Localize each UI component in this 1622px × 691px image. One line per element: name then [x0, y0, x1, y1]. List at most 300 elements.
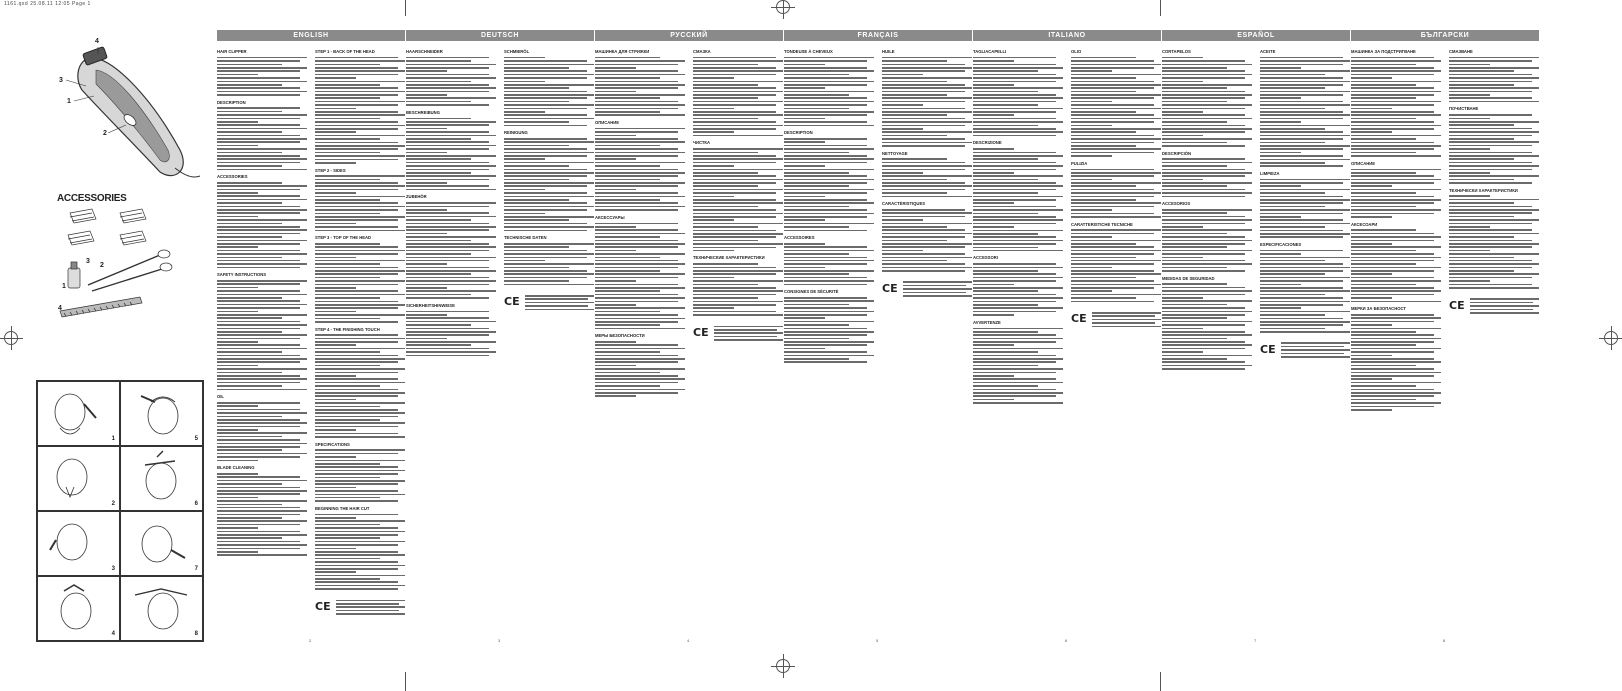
text-line [1071, 94, 1161, 96]
text-line [1162, 358, 1227, 360]
text-line [504, 148, 587, 150]
text-line [1260, 257, 1350, 259]
text-line [784, 270, 874, 272]
text-line [315, 558, 380, 560]
text-line [1449, 94, 1490, 96]
section-title: ЧИСТКА [693, 140, 711, 146]
section-title: ACCESSOIRES [784, 235, 815, 241]
text-line [1449, 195, 1490, 197]
text-line [217, 182, 282, 184]
step-illustration [120, 446, 203, 511]
text-line [1260, 219, 1343, 221]
text-line [693, 97, 758, 99]
text-line [504, 175, 587, 177]
text-line [693, 196, 734, 198]
text-line [504, 257, 587, 259]
text-line [217, 317, 282, 319]
text-line [882, 236, 965, 238]
text-line [217, 223, 282, 225]
text-line [973, 60, 1014, 62]
text-line [217, 60, 300, 62]
text-line [784, 300, 874, 302]
text-line [1351, 277, 1434, 279]
text-line [784, 209, 867, 211]
text-line [693, 158, 783, 160]
text-line [784, 175, 867, 177]
text-line [1449, 81, 1532, 83]
text-line [1162, 344, 1252, 346]
text-line [595, 202, 678, 204]
text-line [973, 223, 1056, 225]
text-line [882, 212, 972, 214]
text-line [1351, 341, 1434, 343]
text-line [1351, 351, 1434, 353]
text-line [1162, 243, 1245, 245]
text-line [595, 135, 636, 137]
text-line [217, 216, 258, 218]
text-line [693, 290, 783, 292]
text-line [525, 309, 594, 311]
text-line [595, 307, 685, 309]
text-line [1071, 267, 1112, 269]
text-line [217, 510, 307, 512]
text-line [1162, 118, 1252, 120]
text-line [1071, 246, 1154, 248]
text-line [1260, 314, 1325, 316]
text-line [1449, 64, 1490, 66]
text-line [1071, 64, 1161, 66]
text-line [217, 487, 300, 489]
text-line [1071, 287, 1154, 289]
text-line [693, 213, 783, 215]
text-line [595, 246, 678, 248]
text-line [1071, 175, 1154, 177]
text-line [217, 195, 300, 197]
text-line [1071, 121, 1154, 123]
registration-mark-right [1604, 331, 1618, 345]
text-line [973, 348, 1063, 350]
text-line [1260, 318, 1343, 320]
section-title: ESPECIFICACIONES [1260, 241, 1302, 247]
text-line [973, 297, 1063, 299]
text-line [406, 338, 447, 340]
text-line [217, 131, 282, 133]
text-line [1449, 148, 1490, 150]
text-line [1071, 87, 1154, 89]
text-line [595, 189, 636, 191]
text-line [595, 240, 678, 242]
text-line [784, 87, 825, 89]
text-line [1260, 267, 1350, 269]
text-line [1281, 353, 1345, 355]
text-line [693, 189, 783, 191]
text-line [1162, 162, 1252, 164]
text-line [1162, 182, 1252, 184]
section-title: BESCHREIBUNG [406, 109, 440, 115]
text-line [406, 287, 447, 289]
text-line [217, 476, 300, 478]
text-line [693, 284, 758, 286]
text-line [315, 477, 380, 479]
text-line [1449, 84, 1514, 86]
text-line [217, 504, 282, 506]
text-line [693, 230, 776, 232]
column-heading: БЪЛГАРСКИ [1351, 30, 1539, 41]
text-line [504, 179, 569, 181]
text-line [1071, 196, 1154, 198]
text-line [315, 554, 405, 556]
text-line [525, 302, 594, 304]
text-line [784, 182, 867, 184]
text-line [1449, 240, 1532, 242]
text-column [217, 45, 307, 556]
text-line [1260, 233, 1350, 235]
text-line [1162, 236, 1245, 238]
text-column [1351, 45, 1441, 411]
text-line [693, 182, 776, 184]
section-title: MEDIDAS DE SEGURIDAD [1162, 275, 1215, 281]
text-line [1449, 128, 1532, 130]
text-line [336, 606, 405, 608]
text-line [336, 603, 400, 605]
text-line [1449, 182, 1532, 184]
text-line [1092, 315, 1156, 317]
text-line [1162, 111, 1203, 113]
text-line [693, 74, 776, 76]
text-line [1071, 70, 1112, 72]
text-line [1162, 64, 1252, 66]
text-line [973, 91, 1038, 93]
text-line [315, 466, 398, 468]
text-line [693, 216, 776, 218]
text-line [217, 114, 307, 116]
text-line [882, 253, 965, 255]
text-line [882, 216, 965, 218]
text-line [406, 229, 489, 231]
text-line [1260, 223, 1350, 225]
text-line [217, 314, 307, 316]
text-line [973, 267, 1063, 269]
text-line [1351, 216, 1392, 218]
text-line [217, 304, 307, 306]
text-line [217, 199, 307, 201]
text-line [1162, 114, 1245, 116]
text-line [1449, 77, 1539, 79]
text-line [973, 378, 1056, 380]
text-line [315, 395, 398, 397]
text-line [217, 70, 300, 72]
text-line [1351, 338, 1441, 340]
text-line [882, 192, 947, 194]
text-line [784, 314, 867, 316]
text-line [217, 524, 300, 526]
text-line [315, 307, 398, 309]
text-line [595, 206, 685, 208]
text-line [693, 169, 783, 171]
section-title: ПОЧИСТВАНЕ [1449, 106, 1479, 112]
text-line [1071, 125, 1112, 127]
step-illustration [37, 381, 120, 446]
text-line [315, 585, 405, 587]
text-line [973, 328, 1063, 330]
section-title: ACEITE [1260, 49, 1276, 54]
text-line [1351, 317, 1441, 319]
text-line [1260, 104, 1350, 106]
text-line [1260, 125, 1350, 127]
text-line [217, 351, 282, 353]
text-line [1260, 91, 1350, 93]
text-line [1449, 169, 1532, 171]
text-line [217, 294, 307, 296]
text-line [784, 226, 849, 228]
section-title: CORTAPELOS [1162, 49, 1191, 54]
text-line [504, 267, 569, 269]
text-line [1351, 267, 1441, 269]
text-line [217, 385, 282, 387]
section-title: CARACTÉRISTIQUES [882, 201, 926, 207]
text-line [1351, 114, 1441, 116]
text-line [1351, 94, 1434, 96]
text-line [1449, 97, 1532, 99]
text-line [504, 165, 569, 167]
section-title: DESCRIPTION [784, 130, 813, 136]
text-line [882, 172, 923, 174]
text-line [315, 568, 398, 570]
text-line [217, 185, 307, 187]
text-line [882, 196, 972, 198]
text-line [406, 219, 471, 221]
text-line [217, 91, 307, 93]
text-line [315, 416, 398, 418]
text-line [406, 135, 496, 137]
text-line [1162, 196, 1245, 198]
ce-mark-icon: CE [693, 325, 709, 339]
text-line [693, 311, 776, 313]
text-line [882, 243, 972, 245]
text-line [784, 104, 867, 106]
text-line [595, 297, 685, 299]
text-line [973, 77, 1063, 79]
text-line [315, 202, 398, 204]
column-english [217, 30, 405, 645]
text-line [1071, 131, 1136, 133]
text-line [1449, 131, 1539, 133]
text-line [1260, 311, 1350, 313]
text-line [1449, 273, 1539, 275]
section-title: ТЕХНИЧЕСКИЕ ХАРАКТЕРИСТИКИ [693, 255, 765, 261]
text-line [315, 253, 398, 255]
text-line [315, 537, 380, 539]
text-line [336, 613, 405, 615]
text-line [1260, 84, 1343, 86]
text-line [1162, 368, 1245, 370]
section-title: МЕРКИ ЗА БЕЗОПАСНОСТ [1351, 306, 1406, 312]
section-title: NETTOYAGE [882, 150, 908, 156]
text-line [903, 285, 967, 287]
text-line [315, 314, 405, 316]
text-line [1071, 128, 1161, 130]
text-line [595, 94, 685, 96]
text-line [504, 108, 587, 110]
text-line [882, 67, 972, 69]
text-line [882, 97, 972, 99]
text-line [973, 81, 1056, 83]
text-line [595, 250, 636, 252]
text-line [1260, 199, 1350, 201]
text-line [784, 97, 867, 99]
text-line [315, 159, 398, 161]
text-line [784, 67, 867, 69]
text-line [973, 247, 1038, 249]
text-line [1162, 131, 1245, 133]
text-line [784, 273, 849, 275]
text-line [973, 101, 1056, 103]
text-line [315, 565, 405, 567]
text-line [217, 263, 307, 265]
text-line [504, 155, 587, 157]
text-line [315, 449, 405, 451]
section-title: CONSIGNES DE SÉCURITÉ [784, 289, 839, 295]
column-body [973, 41, 1161, 645]
text-line [315, 111, 398, 113]
text-line [973, 162, 1056, 164]
text-line [595, 111, 660, 113]
text-line [1351, 179, 1441, 181]
section-title: ОПИСАНИЕ [595, 120, 620, 126]
text-line [406, 267, 489, 269]
text-line [693, 301, 783, 303]
text-line [973, 135, 1056, 137]
text-line [595, 97, 660, 99]
text-line [1449, 121, 1539, 123]
text-line [784, 192, 867, 194]
text-line [784, 344, 867, 346]
text-line [217, 548, 300, 550]
text-line [1351, 409, 1392, 411]
text-line [784, 101, 874, 103]
text-line [882, 189, 965, 191]
text-line [1260, 216, 1301, 218]
text-line [882, 179, 947, 181]
text-line [1260, 307, 1301, 309]
text-line [315, 351, 380, 353]
text-line [1162, 324, 1245, 326]
text-line [315, 460, 405, 462]
text-line [784, 317, 825, 319]
text-column [1071, 45, 1161, 327]
text-line [1351, 142, 1434, 144]
text-line [315, 348, 405, 350]
text-line [217, 138, 307, 140]
text-line [1162, 70, 1245, 72]
text-line [1260, 111, 1343, 113]
ce-mark-icon: CE [315, 599, 331, 613]
text-line [595, 179, 660, 181]
text-line [595, 60, 685, 62]
text-line [406, 165, 496, 167]
text-line [1351, 257, 1441, 259]
text-line [595, 341, 636, 343]
text-line [973, 236, 1056, 238]
text-line [406, 141, 489, 143]
text-line [1351, 378, 1392, 380]
text-line [973, 114, 1014, 116]
text-line [1449, 57, 1539, 59]
text-line [1351, 229, 1416, 231]
section-title: АКСЕСОАРИ [1351, 221, 1378, 227]
text-line [1260, 270, 1343, 272]
text-line [1162, 60, 1245, 62]
text-line [504, 101, 569, 103]
text-line [315, 375, 356, 377]
text-line [1162, 348, 1245, 350]
text-line [1162, 84, 1252, 86]
text-line [504, 169, 587, 171]
text-line [1260, 277, 1350, 279]
text-line [217, 192, 258, 194]
text-line [1351, 385, 1416, 387]
text-line [973, 395, 1056, 397]
text-line [1162, 169, 1245, 171]
text-line [406, 324, 471, 326]
text-line [973, 334, 1056, 336]
section-title: МАШИНКА ЗА ПОДСТРИГВАНЕ [1351, 49, 1416, 54]
text-line [1449, 152, 1532, 154]
text-line [217, 111, 282, 113]
text-line [973, 152, 1056, 154]
text-line [973, 273, 1056, 275]
text-line [217, 328, 300, 330]
text-line [1351, 273, 1392, 275]
text-line [1162, 334, 1252, 336]
text-line [504, 158, 545, 160]
step-illustration [37, 576, 120, 641]
text-line [315, 402, 405, 404]
text-line [973, 311, 1056, 313]
text-line [504, 202, 587, 204]
text-line [784, 297, 867, 299]
text-line [1470, 309, 1534, 311]
text-line [1449, 179, 1514, 181]
text-line [784, 324, 849, 326]
text-line [315, 94, 398, 96]
text-line [693, 192, 776, 194]
text-line [1162, 219, 1252, 221]
text-line [784, 331, 874, 333]
text-line [217, 202, 282, 204]
text-line [595, 57, 660, 59]
text-line [882, 87, 972, 89]
text-line [315, 182, 398, 184]
text-line [406, 243, 489, 245]
text-line [1071, 81, 1154, 83]
section-title: STEP 1 - BACK OF THE HEAD [315, 49, 375, 54]
text-line [973, 355, 1056, 357]
text-line [1071, 104, 1154, 106]
text-line [693, 236, 776, 238]
text-line [1351, 328, 1441, 330]
text-line [315, 280, 405, 282]
text-line [595, 314, 678, 316]
text-line [504, 67, 569, 69]
text-line [1351, 87, 1434, 89]
text-line [595, 74, 685, 76]
text-line [406, 311, 489, 313]
text-line [406, 344, 471, 346]
text-line [595, 318, 685, 320]
text-line [1071, 202, 1161, 204]
column-francais [784, 30, 972, 645]
